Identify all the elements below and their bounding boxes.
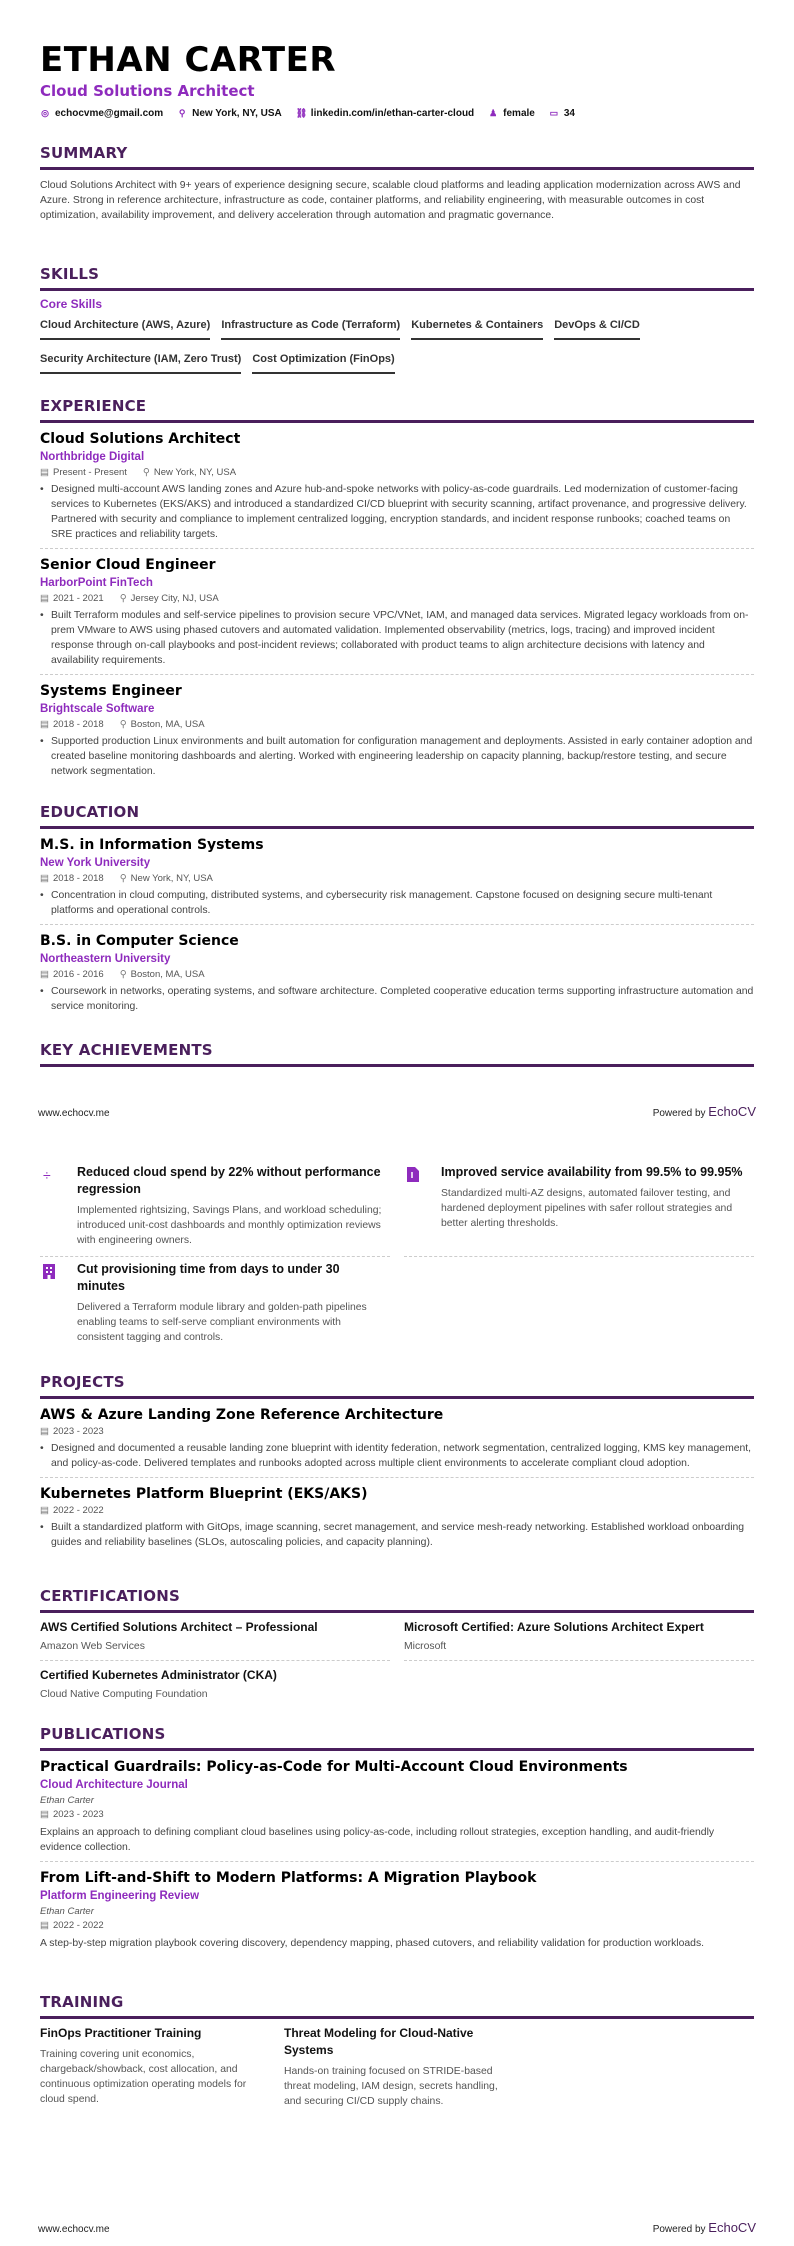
summary-text: Cloud Solutions Architect with 9+ years of experience designing secure, scalable cloud platforms and leading application modernization across AWS and Azure. Strong in reference architecture, infrastructure as code, container platforms, and reliability engineering, with measurable outcomes in cost optimization, availability improvement, and delivery acceleration through automation and pragmatic governance. <box>40 180 741 221</box>
achievement-item <box>404 1160 754 1257</box>
project-title: Kubernetes Platform Blueprint (EKS/AKS) <box>40 1486 368 1502</box>
location: Boston, MA, USA <box>130 719 205 730</box>
entry-meta <box>40 592 754 606</box>
project-title: AWS & Azure Landing Zone Reference Architecture <box>40 1407 444 1423</box>
cert-issuer: Amazon Web Services <box>40 1641 145 1652</box>
cert-issuer: Microsoft <box>404 1641 447 1652</box>
bullet-item: • Built a standardized platform with GitOps, image scanning, secret management, and service mesh-ready networking. Established workload onboarding guides and reliability baselines (SLOs, autoscaling policies, and capacity planning). <box>40 1522 745 1548</box>
contact-email[interactable]: ◎ echocvme@gmail.com <box>41 108 164 119</box>
calendar-icon: ▤ <box>40 593 49 604</box>
experience-entry <box>40 675 754 785</box>
entry-meta <box>40 718 754 732</box>
calendar-icon: ▤ <box>40 1920 49 1931</box>
location-pin-icon: ⚲ <box>119 969 127 980</box>
calendar-icon: ▤ <box>40 1426 49 1437</box>
education-section <box>40 802 754 1020</box>
bullet-icon: • <box>40 986 44 997</box>
projects-section <box>40 1372 754 1556</box>
publication-entry <box>40 1862 754 1957</box>
training-item <box>284 2025 514 2109</box>
publication-author: Ethan Carter <box>40 1906 94 1917</box>
school-name: Northeastern University <box>40 953 171 965</box>
bullet-icon: • <box>40 484 44 495</box>
education-entry <box>40 925 754 1020</box>
publications-section <box>40 1724 754 1957</box>
publication-title: Practical Guardrails: Policy-as-Code for Multi-Account Cloud Environments <box>40 1759 628 1775</box>
resume-header <box>40 40 754 119</box>
skill-group-label: Core Skills <box>40 297 103 311</box>
calendar-icon: ▤ <box>40 969 49 980</box>
skill-list <box>40 313 754 381</box>
certification-item <box>40 1613 390 1661</box>
section-heading: TRAINING <box>40 1993 124 2011</box>
date-range: 2018 - 2018 <box>52 719 104 730</box>
bullet-icon: • <box>40 1443 44 1454</box>
candidate-title: Cloud Solutions Architect <box>40 82 255 100</box>
experience-entry <box>40 423 754 549</box>
calendar-icon: ▭ <box>549 108 559 118</box>
contact-location: ⚲ New York, NY, USA <box>178 108 282 119</box>
experience-entry <box>40 549 754 675</box>
training-title: Threat Modeling for Cloud-Native Systems <box>284 2026 474 2057</box>
section-heading: EXPERIENCE <box>40 397 147 415</box>
bullet-icon: • <box>40 890 44 901</box>
training-section <box>40 1992 754 2109</box>
section-divider <box>40 167 754 170</box>
location: Boston, MA, USA <box>130 969 205 980</box>
location-pin-icon: ⚲ <box>119 719 127 730</box>
education-entry <box>40 829 754 925</box>
company-name: Brightscale Software <box>40 703 155 715</box>
publication-desc: A step-by-step migration playbook covering discovery, dependency mapping, phased cutovers, and reliability validation for production workloads. <box>40 1938 705 1949</box>
contact-row <box>40 108 754 119</box>
location: New York, NY, USA <box>153 467 237 478</box>
page-footer <box>38 2220 756 2235</box>
date-range: 2023 - 2023 <box>52 1809 104 1820</box>
section-heading: PUBLICATIONS <box>40 1725 166 1743</box>
publication-entry <box>40 1751 754 1862</box>
bullet-icon: • <box>40 1522 44 1533</box>
degree-title: B.S. in Computer Science <box>40 933 239 949</box>
section-divider <box>40 288 754 291</box>
calendar-icon: ▤ <box>40 873 49 884</box>
date-range: 2022 - 2022 <box>52 1920 104 1931</box>
section-heading: SUMMARY <box>40 144 128 162</box>
footer-site-link[interactable]: www.echocv.me <box>38 1108 110 1119</box>
training-title: FinOps Practitioner Training <box>40 2026 202 2040</box>
date-range: 2021 - 2021 <box>52 593 104 604</box>
entry-meta <box>40 1504 754 1518</box>
achievement-title: Reduced cloud spend by 22% without performance regression <box>77 1165 381 1196</box>
school-name: New York University <box>40 857 151 869</box>
location: New York, NY, USA <box>130 873 213 884</box>
calendar-icon: ▤ <box>40 467 49 478</box>
achievement-title: Improved service availability from 99.5% to 99.95% <box>441 1165 743 1179</box>
achievement-title: Cut provisioning time from days to under 30 minutes <box>77 1262 340 1293</box>
contact-gender: ♟ female <box>489 108 535 119</box>
section-divider <box>40 1064 754 1067</box>
page-footer <box>38 1104 756 1119</box>
publication-venue: Cloud Architecture Journal <box>40 1779 188 1791</box>
bullet-item: • Concentration in cloud computing, distributed systems, and cybersecurity risk management. Capstone focused on designing secure multi-tenant platforms and operational controls. <box>40 890 713 916</box>
skill-tag: Cost Optimization (FinOps) <box>252 347 394 374</box>
skill-tag: Infrastructure as Code (Terraform) <box>221 313 400 340</box>
section-heading: EDUCATION <box>40 803 140 821</box>
at-icon: ◎ <box>41 108 49 118</box>
bullet-item: • Coursework in networks, operating systems, and software architecture. Completed cooperative education terms supporting infrastructure automation and service monitoring. <box>40 986 754 1012</box>
achievements-section <box>40 1040 754 1067</box>
candidate-name: ETHAN CARTER <box>40 40 336 80</box>
achievement-desc: Implemented rightsizing, Savings Plans, and workload scheduling; introduced unit-cost dashboards and monthly optimization reviews with engineering owners. <box>77 1205 382 1246</box>
skill-tag: Kubernetes & Containers <box>411 313 543 340</box>
section-heading: KEY ACHIEVEMENTS <box>40 1041 213 1059</box>
project-entry <box>40 1399 754 1478</box>
skill-tag: Security Architecture (IAM, Zero Trust) <box>40 347 241 374</box>
entry-meta <box>40 466 754 480</box>
footer-powered: Powered by EchoCV <box>652 2220 756 2235</box>
entry-meta <box>40 968 754 982</box>
location-pin-icon: ⚲ <box>119 873 127 884</box>
location-pin-icon: ⚲ <box>119 593 127 604</box>
contact-linkedin[interactable]: ⛓ linkedin.com/in/ethan-carter-cloud <box>295 108 475 119</box>
achievement-item <box>40 1160 390 1257</box>
entry-meta <box>40 1919 754 1933</box>
skill-tag: DevOps & CI/CD <box>554 313 640 340</box>
publication-venue: Platform Engineering Review <box>40 1890 200 1902</box>
location-pin-icon: ⚲ <box>178 108 186 118</box>
date-range: Present - Present <box>52 467 127 478</box>
publication-title: From Lift-and-Shift to Modern Platforms: A Migration Playbook <box>40 1870 537 1886</box>
bullet-item: • Designed multi-account AWS landing zones and Azure hub-and-spoke networks with policy-as-code guardrails. Led modernization of customer-facing services to Kubernetes (EKS/AKS) and introduced a standardized CI/CD blueprint with security scanning, artifact provenance, and progressive delivery. Partnered with security and compliance to implement centralized logging, encryption standards, and incident response runbooks; coached teams on SRE practices and reliability targets. <box>40 484 747 540</box>
company-name: Northbridge Digital <box>40 451 145 463</box>
date-range: 2016 - 2016 <box>52 969 104 980</box>
date-range: 2018 - 2018 <box>52 873 104 884</box>
skill-tag: Cloud Architecture (AWS, Azure) <box>40 313 210 340</box>
footer-powered: Powered by EchoCV <box>652 1104 756 1119</box>
building-icon <box>40 1261 77 1345</box>
certifications-section <box>40 1586 754 1708</box>
certification-item <box>404 1613 754 1661</box>
bullet-icon: • <box>40 610 44 621</box>
footer-site-link[interactable]: www.echocv.me <box>38 2224 110 2235</box>
brand-logo[interactable]: EchoCV <box>708 2220 756 2235</box>
bullet-item: • Designed and documented a reusable landing zone blueprint with identity federation, network segmentation, centralized logging, KMS key management, and policy-as-code. Delivered templates and runbooks adopted across multiple client environments to accelerate compliant cloud adoption. <box>40 1443 752 1469</box>
training-item <box>40 2025 270 2109</box>
section-heading: PROJECTS <box>40 1373 125 1391</box>
job-title: Systems Engineer <box>40 683 182 699</box>
degree-title: M.S. in Information Systems <box>40 837 264 853</box>
bullet-item: • Supported production Linux environments and built automation for configuration management and deployments. Assisted in early container adoption and created baseline monitoring dashboards and alerting. Worked with engineering leadership on capacity planning, backup/restore testing, and secure network segmentation. <box>40 736 753 777</box>
location: Jersey City, NJ, USA <box>130 593 219 604</box>
job-title: Cloud Solutions Architect <box>40 431 241 447</box>
company-name: HarborPoint FinTech <box>40 577 153 589</box>
location-pin-icon: ⚲ <box>142 467 150 478</box>
skills-section <box>40 264 754 381</box>
project-entry <box>40 1478 754 1556</box>
date-range: 2022 - 2022 <box>52 1505 104 1516</box>
calendar-icon: ▤ <box>40 1809 49 1820</box>
calendar-icon: ▤ <box>40 1505 49 1516</box>
training-desc: Hands-on training focused on STRIDE-based threat modeling, IAM design, secrets handling, and securing CI/CD supply chains. <box>284 2066 498 2107</box>
entry-meta <box>40 1808 754 1822</box>
cert-issuer: Cloud Native Computing Foundation <box>40 1689 208 1700</box>
job-title: Senior Cloud Engineer <box>40 557 216 573</box>
publication-desc: Explains an approach to defining compliant cloud baselines using policy-as-code, including rollout strategies, exception handling, and audit-friendly evidence collection. <box>40 1827 715 1853</box>
section-divider <box>40 2016 754 2019</box>
entry-meta <box>40 1425 754 1439</box>
achievements-grid <box>40 1160 754 1353</box>
date-range: 2023 - 2023 <box>52 1426 104 1437</box>
certification-item <box>40 1661 390 1708</box>
cert-title: Certified Kubernetes Administrator (CKA) <box>40 1668 277 1682</box>
section-heading: CERTIFICATIONS <box>40 1587 180 1605</box>
brand-logo[interactable]: EchoCV <box>708 1104 756 1119</box>
calendar-icon: ▤ <box>40 719 49 730</box>
achievement-item <box>40 1257 390 1353</box>
summary-section <box>40 143 754 223</box>
publication-author: Ethan Carter <box>40 1795 94 1806</box>
divide-icon: ÷ <box>43 1167 51 1183</box>
section-heading: SKILLS <box>40 265 100 283</box>
achievement-desc: Delivered a Terraform module library and golden-path pipelines enabling teams to self-serve compliant environments with consistent tagging and controls. <box>77 1302 367 1343</box>
experience-section <box>40 396 754 785</box>
training-desc: Training covering unit economics, chargeback/showback, cost allocation, and continuous optimization operating models for cloud spend. <box>40 2049 247 2105</box>
bullet-item: • Built Terraform modules and self-service pipelines to provision secure VPC/VNet, IAM, and managed data services. Migrated legacy workloads from on-prem VMware to AWS using phased cutovers and automated validation. Implemented observability (metrics, logs, tracing) and improved incident response through on-call playbooks and post-incident reviews; collaborated with product teams to align architecture decisions with latency and availability requirements. <box>40 610 749 666</box>
entry-meta <box>40 872 754 886</box>
person-icon: ♟ <box>489 108 498 118</box>
file-icon <box>404 1164 441 1248</box>
link-icon: ⛓ <box>295 108 308 118</box>
cert-title: Microsoft Certified: Azure Solutions Architect Expert <box>404 1620 704 1634</box>
bullet-icon: • <box>40 736 44 747</box>
contact-age: ▭ 34 <box>549 108 575 119</box>
cert-title: AWS Certified Solutions Architect – Professional <box>40 1620 318 1634</box>
achievement-desc: Standardized multi-AZ designs, automated failover testing, and hardened deployment pipelines with safer rollout strategies and better alerting thresholds. <box>441 1188 733 1229</box>
